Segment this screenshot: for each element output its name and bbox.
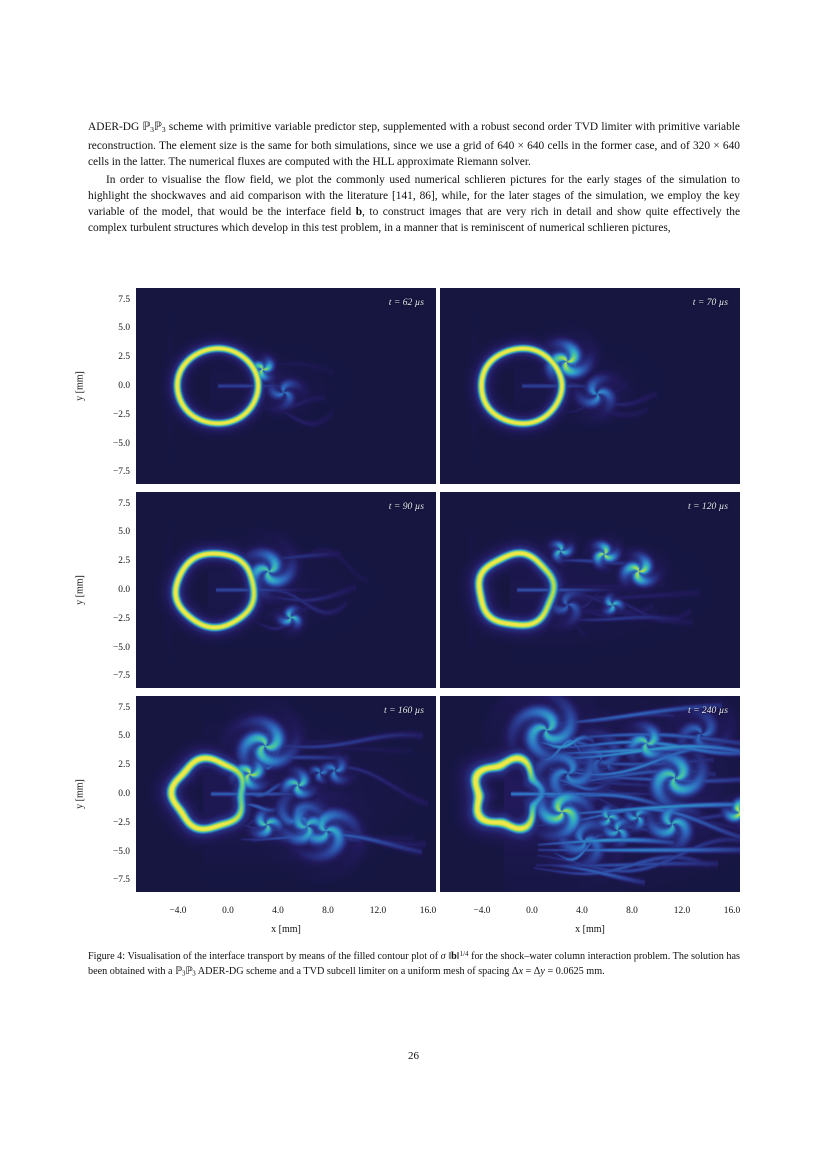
simulation-canvas [136,492,436,688]
y-tick: 7.5 [118,498,130,509]
y-tick: −7.5 [112,467,130,478]
figure-caption: Figure 4: Visualisation of the interface transport by means of the filled contour plot of σ ‖b‖$^{1/4}$ for the shock–water column interaction problem. The solution has been obtained with a ℙ$_3$ℙ$_3$ ADER-DG scheme and a TVD subcell limiter on a uniform mesh of spacing Δx = Δy = 0.0625 mm. [88,951,740,978]
simulation-panel-t120 [440,492,740,688]
x-axis-right [440,904,740,938]
x-tick: 8.0 [322,906,334,916]
x-axis-left [136,904,436,938]
time-annotation: t = 160 µs [384,705,424,716]
time-annotation: t = 240 µs [688,705,728,716]
y-tick: −7.5 [112,671,130,682]
y-tick: −7.5 [112,875,130,886]
page-number: 26 [408,1050,419,1062]
figure-row-2 [74,696,740,892]
figure-row-1 [74,492,740,688]
time-annotation: t = 62 µs [388,297,424,308]
y-tick: 2.5 [118,760,130,771]
x-tick: 12.0 [673,906,691,916]
x-tick: 4.0 [576,906,588,916]
simulation-panel-t90 [136,492,436,688]
simulation-panel-t240 [440,696,740,892]
y-tick-labels-row2 [88,696,134,892]
y-tick: 0.0 [118,381,130,391]
simulation-panel-t62 [136,288,436,484]
time-annotation: t = 70 µs [692,297,728,308]
simulation-panel-t70 [440,288,740,484]
y-axis-label-row2: y [mm] [74,779,86,809]
x-tick: 8.0 [626,906,638,916]
x-tick: 16.0 [723,906,741,916]
figure-4 [74,288,741,938]
y-tick: 2.5 [118,352,130,363]
x-tick: 0.0 [222,906,234,916]
x-tick: 4.0 [272,906,284,916]
x-tick: 12.0 [369,906,387,916]
panel-grid [74,288,741,935]
x-axis-label: x [mm] [271,924,301,935]
simulation-canvas [440,696,740,892]
y-tick: −2.5 [112,613,130,624]
y-tick: 7.5 [118,702,130,713]
x-tick: −4.0 [169,906,187,916]
x-tick: 16.0 [419,906,437,916]
y-tick-labels-row0 [88,288,134,484]
y-tick: 5.0 [118,323,130,334]
y-tick: 5.0 [118,527,130,538]
simulation-panel-t160 [136,696,436,892]
y-tick: −5.0 [112,846,130,857]
figure-row-0 [74,288,740,484]
y-tick: 0.0 [118,789,130,799]
simulation-canvas [136,288,436,484]
simulation-canvas [136,696,436,892]
y-axis-label-row1: y [mm] [74,575,86,605]
simulation-canvas [440,492,740,688]
y-tick: 2.5 [118,556,130,567]
caption-label: Figure 4: [88,951,126,963]
x-tick: 0.0 [526,906,538,916]
time-annotation: t = 90 µs [388,501,424,512]
y-axis-label-row0: y [mm] [74,371,86,401]
x-tick: −4.0 [473,906,491,916]
y-tick: −2.5 [112,409,130,420]
y-tick: 0.0 [118,585,130,595]
y-tick: −2.5 [112,817,130,828]
y-tick: −5.0 [112,438,130,449]
x-axis-label: x [mm] [575,924,605,935]
y-tick-labels-row1 [88,492,134,688]
body-text [88,118,740,236]
y-tick: 5.0 [118,731,130,742]
y-tick: −5.0 [112,642,130,653]
paragraph-1: ADER-DG ℙ$_3$ℙ$_3$ scheme with primitive variable predictor step, supplemented with a robust second order TVD limiter with primitive variable reconstruction. The element size is the same for both simulations, since we use a grid of 640 × 640 cells in the former case, and of 320 × 640 cells in the latter. The numerical fluxes are computed with the HLL approximate Riemann solver. [88,119,740,169]
simulation-canvas [440,288,740,484]
y-tick: 7.5 [118,294,130,305]
paragraph-2: In order to visualise the flow field, we plot the commonly used numerical schlieren pictures for the early stages of the simulation to highlight the shockwaves and aid comparison with the literature [141, 86], while, for the later stages of the simulation, we employ the key variable of the model, that would be the interface field b, to construct images that are very rich in detail and show quite effectively the complex turbulent structures which develop in this test problem, in a manner that is reminiscent of numerical schlieren pictures, [88,173,740,235]
time-annotation: t = 120 µs [688,501,728,512]
